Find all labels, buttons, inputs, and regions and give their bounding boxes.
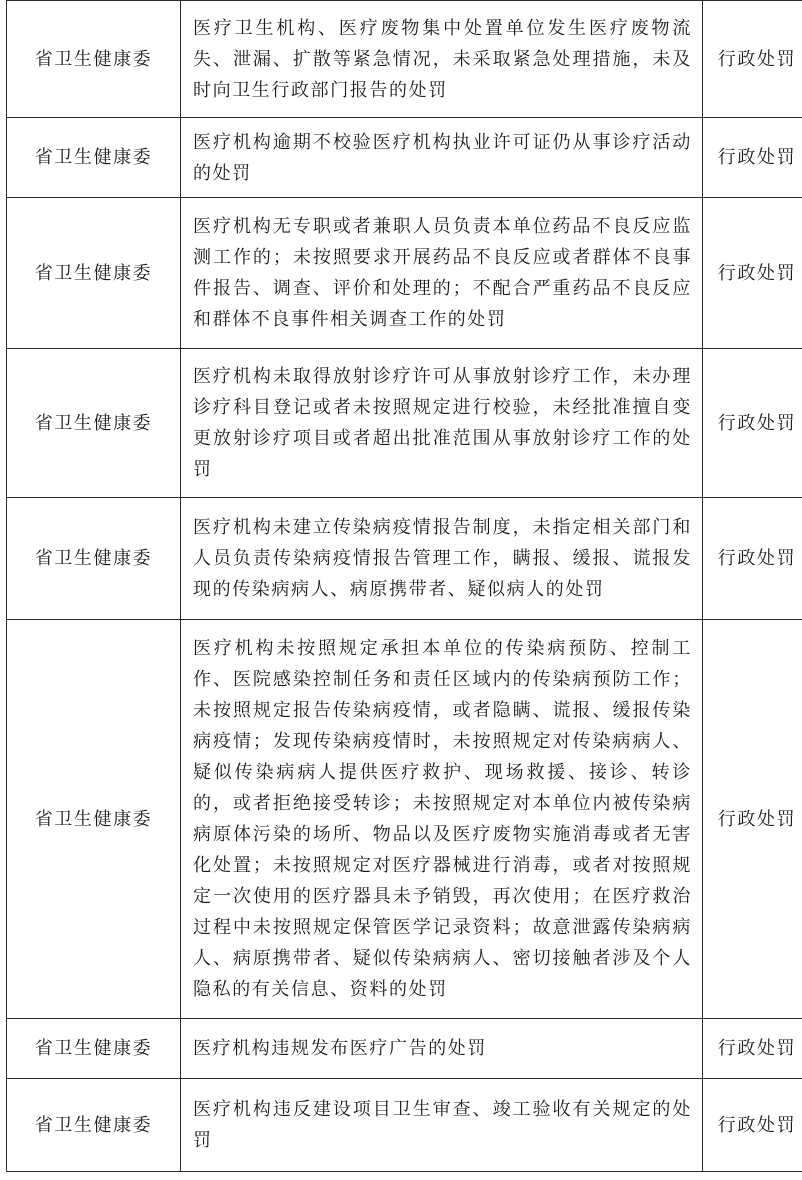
- category-cell: 行政处罚: [703, 1079, 802, 1172]
- department-cell: 省卫生健康委: [7, 498, 181, 620]
- department-cell: 省卫生健康委: [7, 1079, 181, 1172]
- category-cell: 行政处罚: [703, 118, 802, 198]
- item-name-cell: 医疗卫生机构、医疗废物集中处置单位发生医疗废物流失、泄漏、扩散等紧急情况，未采取紧急处理措施，未及时向卫生行政部门报告的处罚: [181, 1, 703, 118]
- category-cell: 行政处罚: [703, 349, 802, 498]
- department-cell: 省卫生健康委: [7, 620, 181, 1019]
- table-row: [7, 498, 802, 620]
- table-row: [7, 620, 802, 1019]
- department-cell: 省卫生健康委: [7, 349, 181, 498]
- table-row: [7, 118, 802, 198]
- item-name-cell: 医疗机构违规发布医疗广告的处罚: [181, 1019, 703, 1079]
- table-row: [7, 1, 802, 118]
- table-row: [7, 198, 802, 349]
- department-cell: 省卫生健康委: [7, 118, 181, 198]
- item-name-cell: 医疗机构违反建设项目卫生审查、竣工验收有关规定的处罚: [181, 1079, 703, 1172]
- table-row: [7, 1079, 802, 1172]
- category-cell: 行政处罚: [703, 198, 802, 349]
- item-name-cell: 医疗机构未建立传染病疫情报告制度，未指定相关部门和人员负责传染病疫情报告管理工作，瞒报、缓报、谎报发现的传染病病人、病原携带者、疑似病人的处罚: [181, 498, 703, 620]
- department-cell: 省卫生健康委: [7, 1019, 181, 1079]
- department-cell: 省卫生健康委: [7, 198, 181, 349]
- item-name-cell: 医疗机构未取得放射诊疗许可从事放射诊疗工作，未办理诊疗科目登记或者未按照规定进行校验，未经批准擅自变更放射诊疗项目或者超出批准范围从事放射诊疗工作的处罚: [181, 349, 703, 498]
- item-name-cell: 医疗机构未按照规定承担本单位的传染病预防、控制工作、医院感染控制任务和责任区域内的传染病预防工作；未按照规定报告传染病疫情，或者隐瞒、谎报、缓报传染病疫情；发现传染病疫情时，未按照规定对传染病病人、疑似传染病病人提供医疗救护、现场救援、接诊、转诊的，或者拒绝接受转诊；未按照规定对本单位内被传染病病原体污染的场所、物品以及医疗废物实施消毒或者无害化处置；未按照规定对医疗器械进行消毒，或者对按照规定一次使用的医疗器具未予销毁，再次使用；在医疗救治过程中未按照规定保管医学记录资料；故意泄露传染病病人、病原携带者、疑似传染病病人、密切接触者涉及个人隐私的有关信息、资料的处罚: [181, 620, 703, 1019]
- category-cell: 行政处罚: [703, 1019, 802, 1079]
- penalty-items-table: [6, 0, 802, 1172]
- department-cell: 省卫生健康委: [7, 1, 181, 118]
- item-name-cell: 医疗机构无专职或者兼职人员负责本单位药品不良反应监测工作的；未按照要求开展药品不良反应或者群体不良事件报告、调查、评价和处理的；不配合严重药品不良反应和群体不良事件相关调查工作的处罚: [181, 198, 703, 349]
- category-cell: 行政处罚: [703, 498, 802, 620]
- item-name-cell: 医疗机构逾期不校验医疗机构执业许可证仍从事诊疗活动的处罚: [181, 118, 703, 198]
- category-cell: 行政处罚: [703, 620, 802, 1019]
- category-cell: 行政处罚: [703, 1, 802, 118]
- table-row: [7, 349, 802, 498]
- table-row: [7, 1019, 802, 1079]
